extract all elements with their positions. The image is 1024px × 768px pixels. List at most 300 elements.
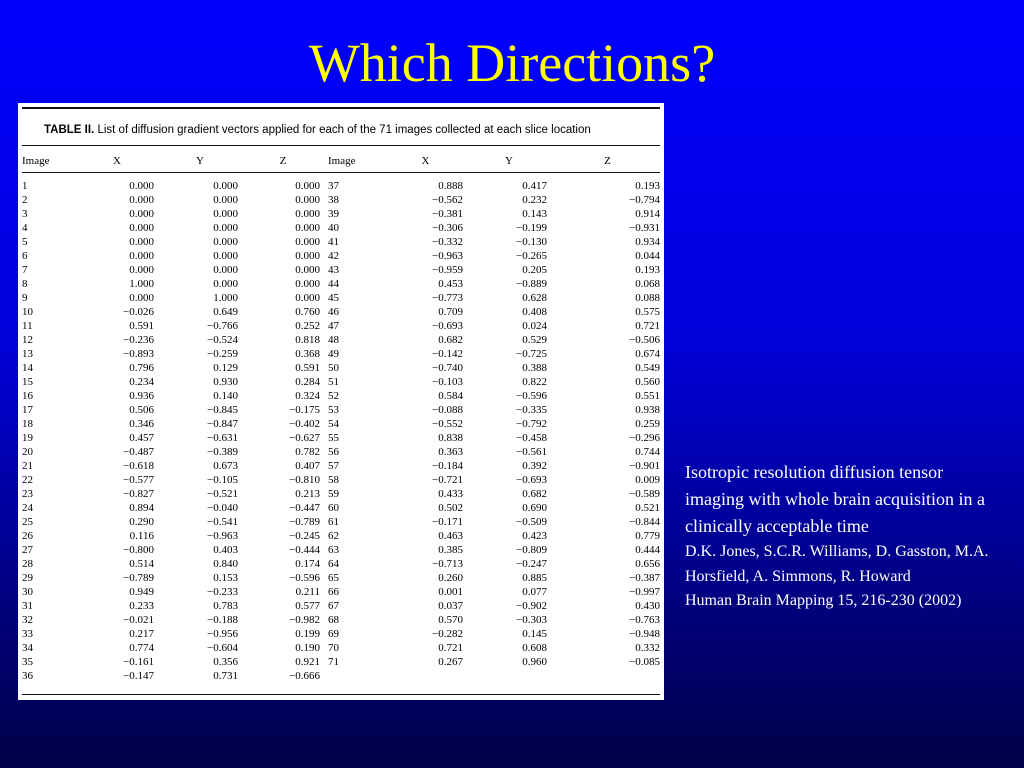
cell-x: 0.000	[129, 250, 154, 262]
cell-image-2: 38	[328, 194, 339, 206]
cell-image: 30	[22, 586, 33, 598]
cell-x-2: 0.433	[438, 488, 463, 500]
cell-x: 0.000	[129, 208, 154, 220]
cell-x-2: 0.709	[438, 306, 463, 318]
cell-y-2: 0.690	[522, 502, 547, 514]
cell-x-2: 0.001	[438, 586, 463, 598]
cell-y-2: −0.458	[516, 432, 547, 444]
cell-image: 25	[22, 516, 33, 528]
cell-y: −0.847	[207, 418, 238, 430]
cell-image: 19	[22, 432, 33, 444]
cell-image: 20	[22, 446, 33, 458]
cell-x: 0.234	[129, 376, 154, 388]
table-body	[18, 179, 664, 683]
cell-x-2: 0.584	[438, 390, 463, 402]
cell-x-2: −0.959	[432, 264, 463, 276]
col-header-z: Z	[279, 155, 287, 167]
cell-z-2: −0.763	[629, 614, 660, 626]
cell-z: 0.000	[295, 180, 320, 192]
cell-image-2: 60	[328, 502, 339, 514]
cell-z-2: 0.009	[635, 474, 660, 486]
col-header-y-2: Y	[505, 155, 513, 167]
cell-x-2: −0.963	[432, 250, 463, 262]
cell-z: 0.000	[295, 292, 320, 304]
cell-image-2: 61	[328, 516, 339, 528]
table-row	[18, 599, 664, 613]
cell-x: 0.000	[129, 222, 154, 234]
col-header-image-2: Image	[328, 155, 356, 167]
cell-image: 1	[22, 180, 28, 192]
cell-z-2: 0.430	[635, 600, 660, 612]
paper-title: Isotropic resolution diffusion tensor imaging with whole brain acquisition in a clinically acceptable time	[685, 462, 985, 536]
cell-z-2: −0.948	[629, 628, 660, 640]
cell-x: −0.577	[123, 474, 154, 486]
cell-y-2	[467, 669, 551, 683]
cell-z-2: 0.656	[635, 558, 660, 570]
cell-z: 0.252	[295, 320, 320, 332]
cell-x: −0.800	[123, 544, 154, 556]
cell-x: 0.217	[129, 628, 154, 640]
cell-y-2: −0.199	[516, 222, 547, 234]
cell-z: 0.190	[295, 642, 320, 654]
cell-x-2: −0.773	[432, 292, 463, 304]
cell-z: −0.982	[289, 614, 320, 626]
cell-z: 0.000	[295, 236, 320, 248]
cell-z: 0.000	[295, 222, 320, 234]
cell-y: 0.000	[213, 208, 238, 220]
cell-z: −0.627	[289, 432, 320, 444]
cell-z-2: −0.794	[629, 194, 660, 206]
cell-z-2: 0.779	[635, 530, 660, 542]
cell-y-2: 0.024	[522, 320, 547, 332]
cell-image-2: 52	[328, 390, 339, 402]
cell-x-2	[384, 669, 467, 683]
cell-z: −0.447	[289, 502, 320, 514]
cell-y: 0.930	[213, 376, 238, 388]
cell-image: 17	[22, 404, 33, 416]
cell-x: −0.789	[123, 572, 154, 584]
cell-x-2: 0.502	[438, 502, 463, 514]
cell-image: 6	[22, 250, 28, 262]
col-header-z-2: Z	[604, 155, 611, 167]
cell-z: 0.000	[295, 278, 320, 290]
cell-image-2: 58	[328, 474, 339, 486]
cell-z: 0.577	[295, 600, 320, 612]
cell-x: 0.346	[129, 418, 154, 430]
cell-y-2: −0.693	[516, 474, 547, 486]
table-row	[18, 585, 664, 599]
cell-y-2: 0.408	[522, 306, 547, 318]
cell-image-2: 46	[328, 306, 339, 318]
cell-z: 0.213	[295, 488, 320, 500]
cell-y: −0.040	[207, 502, 238, 514]
cell-y-2: −0.889	[516, 278, 547, 290]
cell-image-2: 59	[328, 488, 339, 500]
table-row	[18, 557, 664, 571]
cell-x-2: 0.385	[438, 544, 463, 556]
cell-y: 0.000	[213, 180, 238, 192]
gradient-table-figure	[18, 103, 664, 700]
cell-z-2: −0.844	[629, 516, 660, 528]
cell-image: 10	[22, 306, 33, 318]
cell-y-2: 0.822	[522, 376, 547, 388]
cell-y-2: 0.388	[522, 362, 547, 374]
cell-image-2: 37	[328, 180, 339, 192]
cell-image: 12	[22, 334, 33, 346]
cell-y: −0.604	[207, 642, 238, 654]
cell-y-2: 0.960	[522, 656, 547, 668]
cell-z-2: 0.744	[635, 446, 660, 458]
cell-z-2: −0.901	[629, 460, 660, 472]
cell-z: 0.407	[295, 460, 320, 472]
cell-x-2: 0.838	[438, 432, 463, 444]
cell-x-2: 0.721	[438, 642, 463, 654]
cell-image-2: 66	[328, 586, 339, 598]
cell-y: −0.541	[207, 516, 238, 528]
cell-x: 0.949	[129, 586, 154, 598]
cell-z: 0.284	[295, 376, 320, 388]
table-row	[18, 571, 664, 585]
cell-z-2: 0.088	[635, 292, 660, 304]
cell-image: 31	[22, 600, 33, 612]
cell-x: −0.026	[123, 306, 154, 318]
table-row	[18, 333, 664, 347]
table-row	[18, 319, 664, 333]
cell-image: 11	[22, 320, 33, 332]
cell-y-2: 0.205	[522, 264, 547, 276]
cell-image: 15	[22, 376, 33, 388]
cell-y: 0.000	[213, 236, 238, 248]
cell-z: −0.245	[289, 530, 320, 542]
cell-x-2: −0.306	[432, 222, 463, 234]
table-row	[18, 459, 664, 473]
cell-image-2: 44	[328, 278, 339, 290]
cell-image: 14	[22, 362, 33, 374]
cell-image: 23	[22, 488, 33, 500]
cell-x: −0.487	[123, 446, 154, 458]
paper-authors: D.K. Jones, S.C.R. Williams, D. Gasston, M.A. Horsfield, A. Simmons, R. Howard	[685, 543, 989, 585]
cell-y-2: 0.143	[522, 208, 547, 220]
cell-z: −0.444	[289, 544, 320, 556]
table-row	[18, 669, 664, 683]
cell-x: 0.457	[129, 432, 154, 444]
cell-z: −0.666	[289, 670, 320, 682]
cell-x-2: −0.552	[432, 418, 463, 430]
cell-z: 0.199	[295, 628, 320, 640]
cell-y-2: −0.725	[516, 348, 547, 360]
table-row	[18, 305, 664, 319]
cell-image-2: 55	[328, 432, 339, 444]
cell-image: 35	[22, 656, 33, 668]
cell-x: 0.506	[129, 404, 154, 416]
cell-z: −0.402	[289, 418, 320, 430]
table-row	[18, 291, 664, 305]
cell-image-2: 40	[328, 222, 339, 234]
cell-image-2: 49	[328, 348, 339, 360]
cell-y-2: 0.682	[522, 488, 547, 500]
table-row	[18, 263, 664, 277]
cell-x: 0.894	[129, 502, 154, 514]
cell-y: −0.631	[207, 432, 238, 444]
cell-y-2: −0.561	[516, 446, 547, 458]
cell-y-2: −0.792	[516, 418, 547, 430]
cell-z-2: 0.914	[635, 208, 660, 220]
table-row	[18, 655, 664, 669]
cell-z-2: 0.193	[635, 264, 660, 276]
table-row	[18, 529, 664, 543]
cell-x-2: −0.142	[432, 348, 463, 360]
cell-x: 0.936	[129, 390, 154, 402]
cell-x: −0.827	[123, 488, 154, 500]
cell-x-2: 0.363	[438, 446, 463, 458]
cell-x: 0.774	[129, 642, 154, 654]
cell-image: 13	[22, 348, 33, 360]
cell-x-2: −0.171	[432, 516, 463, 528]
cell-x-2: 0.682	[438, 334, 463, 346]
cell-image-2: 45	[328, 292, 339, 304]
cell-image: 2	[22, 194, 28, 206]
cell-y: 0.649	[213, 306, 238, 318]
table-row	[18, 445, 664, 459]
cell-image: 26	[22, 530, 33, 542]
cell-z: 0.000	[295, 264, 320, 276]
cell-z-2: 0.560	[635, 376, 660, 388]
cell-z-2: 0.575	[635, 306, 660, 318]
cell-y-2: 0.628	[522, 292, 547, 304]
table-row	[18, 515, 664, 529]
cell-x: 0.116	[129, 530, 154, 542]
cell-image-2	[324, 669, 384, 683]
table-caption-label: TABLE II.	[44, 124, 95, 136]
cell-image: 34	[22, 642, 33, 654]
cell-z-2: 0.549	[635, 362, 660, 374]
cell-x-2: −0.088	[432, 404, 463, 416]
cell-y-2: −0.265	[516, 250, 547, 262]
cell-y: −0.521	[207, 488, 238, 500]
cell-z-2: 0.332	[635, 642, 660, 654]
cell-image: 8	[22, 278, 28, 290]
cell-y: 0.673	[213, 460, 238, 472]
cell-y: −0.389	[207, 446, 238, 458]
cell-y: −0.956	[207, 628, 238, 640]
cell-y: −0.524	[207, 334, 238, 346]
cell-image: 7	[22, 264, 28, 276]
cell-x: 0.000	[129, 292, 154, 304]
caption-rule	[22, 145, 660, 146]
cell-z-2: 0.934	[635, 236, 660, 248]
cell-z: 0.000	[295, 250, 320, 262]
cell-x: 0.290	[129, 516, 154, 528]
cell-x-2: −0.184	[432, 460, 463, 472]
cell-x-2: −0.381	[432, 208, 463, 220]
cell-image: 22	[22, 474, 33, 486]
cell-image: 24	[22, 502, 33, 514]
cell-image: 5	[22, 236, 28, 248]
cell-image-2: 57	[328, 460, 339, 472]
cell-image-2: 67	[328, 600, 339, 612]
cell-z: 0.782	[295, 446, 320, 458]
cell-image: 32	[22, 614, 33, 626]
cell-x-2: −0.693	[432, 320, 463, 332]
cell-y: 0.000	[213, 194, 238, 206]
cell-z: −0.789	[289, 516, 320, 528]
cell-z: 0.000	[295, 194, 320, 206]
cell-image: 29	[22, 572, 33, 584]
cell-image-2: 56	[328, 446, 339, 458]
paper-journal: Human Brain Mapping 15, 216-230 (2002)	[685, 592, 962, 609]
cell-image-2: 39	[328, 208, 339, 220]
cell-x: −0.236	[123, 334, 154, 346]
slide-title: Which Directions?	[308, 33, 716, 93]
table-row	[18, 277, 664, 291]
cell-x: 0.000	[129, 180, 154, 192]
gradient-vector-table	[18, 151, 664, 683]
cell-image-2: 65	[328, 572, 339, 584]
cell-y: 0.140	[213, 390, 238, 402]
table-row	[18, 389, 664, 403]
cell-x-2: −0.713	[432, 558, 463, 570]
cell-y-2: 0.417	[522, 180, 547, 192]
table-row	[18, 417, 664, 431]
cell-z-2: 0.068	[635, 278, 660, 290]
cell-image-2: 70	[328, 642, 339, 654]
table-row	[18, 235, 664, 249]
cell-y-2: −0.247	[516, 558, 547, 570]
cell-y: 0.000	[213, 250, 238, 262]
cell-y-2: 0.145	[522, 628, 547, 640]
cell-y-2: 0.529	[522, 334, 547, 346]
cell-image-2: 63	[328, 544, 339, 556]
top-rule	[22, 107, 660, 109]
cell-image-2: 54	[328, 418, 339, 430]
cell-y-2: 0.608	[522, 642, 547, 654]
table-row	[18, 375, 664, 389]
table-caption	[44, 124, 591, 136]
cell-z: 0.324	[295, 390, 320, 402]
table-row	[18, 501, 664, 515]
cell-z: 0.000	[295, 208, 320, 220]
cell-y-2: 0.232	[522, 194, 547, 206]
cell-x: 0.514	[129, 558, 154, 570]
cell-z-2: −0.589	[629, 488, 660, 500]
cell-y: 0.129	[213, 362, 238, 374]
cell-image: 27	[22, 544, 33, 556]
table-row	[18, 431, 664, 445]
col-header-image: Image	[22, 155, 50, 167]
cell-y: −0.845	[207, 404, 238, 416]
col-header-y: Y	[196, 155, 204, 167]
table-caption-text: List of diffusion gradient vectors applied for each of the 71 images collected at each slice location	[97, 124, 591, 136]
cell-y-2: −0.335	[516, 404, 547, 416]
cell-x: 0.000	[129, 264, 154, 276]
cell-image-2: 53	[328, 404, 339, 416]
cell-y-2: 0.077	[522, 586, 547, 598]
cell-z-2: 0.259	[635, 418, 660, 430]
cell-y: 0.356	[213, 656, 238, 668]
cell-z-2: −0.506	[629, 334, 660, 346]
cell-image-2: 71	[328, 656, 339, 668]
cell-x: −0.147	[123, 670, 154, 682]
cell-z-2: 0.674	[635, 348, 660, 360]
cell-image: 36	[22, 670, 33, 682]
table-row	[18, 473, 664, 487]
cell-image-2: 51	[328, 376, 339, 388]
cell-z-2: 0.044	[635, 250, 660, 262]
cell-z-2: 0.721	[635, 320, 660, 332]
table-row	[18, 487, 664, 501]
cell-y: 0.783	[213, 600, 238, 612]
table-row	[18, 207, 664, 221]
cell-z-2: −0.296	[629, 432, 660, 444]
cell-z-2: −0.085	[629, 656, 660, 668]
cell-y: −0.188	[207, 614, 238, 626]
cell-y-2: −0.902	[516, 600, 547, 612]
cell-x-2: −0.282	[432, 628, 463, 640]
cell-x-2: 0.463	[438, 530, 463, 542]
cell-x-2: −0.562	[432, 194, 463, 206]
cell-y: 0.840	[213, 558, 238, 570]
table-row	[18, 347, 664, 361]
cell-image-2: 41	[328, 236, 339, 248]
cell-z: 0.591	[295, 362, 320, 374]
cell-image: 33	[22, 628, 33, 640]
cell-x: −0.618	[123, 460, 154, 472]
cell-x: 0.796	[129, 362, 154, 374]
cell-y: −0.105	[207, 474, 238, 486]
cell-z: 0.174	[295, 558, 320, 570]
cell-y: 0.153	[213, 572, 238, 584]
cell-y: 0.000	[213, 264, 238, 276]
cell-x-2: 0.260	[438, 572, 463, 584]
cell-y-2: 0.885	[522, 572, 547, 584]
cell-y: 0.000	[213, 222, 238, 234]
cell-x-2: 0.888	[438, 180, 463, 192]
cell-image-2: 48	[328, 334, 339, 346]
table-row	[18, 361, 664, 375]
cell-z-2: 0.551	[635, 390, 660, 402]
cell-x-2: 0.453	[438, 278, 463, 290]
cell-y-2: −0.130	[516, 236, 547, 248]
cell-y: −0.233	[207, 586, 238, 598]
cell-z: 0.921	[295, 656, 320, 668]
cell-z: 0.760	[295, 306, 320, 318]
table-row	[18, 543, 664, 557]
table-row	[18, 249, 664, 263]
cell-image-2: 62	[328, 530, 339, 542]
cell-y-2: 0.392	[522, 460, 547, 472]
cell-image: 4	[22, 222, 28, 234]
cell-image: 16	[22, 390, 33, 402]
cell-y: 0.000	[213, 278, 238, 290]
cell-z: −0.810	[289, 474, 320, 486]
cell-y: −0.766	[207, 320, 238, 332]
cell-image: 3	[22, 208, 28, 220]
cell-x-2: −0.721	[432, 474, 463, 486]
cell-x-2: −0.332	[432, 236, 463, 248]
cell-image: 9	[22, 292, 28, 304]
cell-y: 0.403	[213, 544, 238, 556]
cell-z-2: 0.938	[635, 404, 660, 416]
cell-y-2: −0.596	[516, 390, 547, 402]
citation-block	[685, 459, 1000, 614]
cell-image-2: 50	[328, 362, 339, 374]
cell-y-2: −0.509	[516, 516, 547, 528]
cell-z: −0.596	[289, 572, 320, 584]
cell-y: −0.259	[207, 348, 238, 360]
cell-z: 0.211	[295, 586, 320, 598]
cell-x: −0.021	[123, 614, 154, 626]
cell-z-2	[551, 669, 664, 683]
